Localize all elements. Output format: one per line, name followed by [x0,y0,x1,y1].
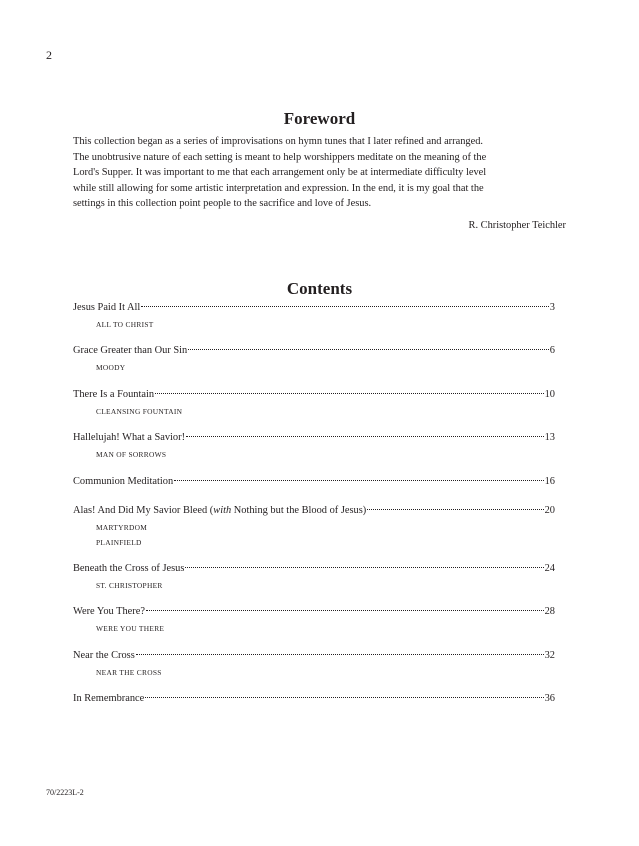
toc-entry-page: 16 [544,476,555,487]
tune-name: PLAINFIELD [96,538,142,547]
foreword-signature: R. Christopher Teichler [468,220,566,231]
leader-dots [141,306,549,307]
tune-name: ST. CHRISTOPHER [96,581,163,590]
toc-entry-title: Were You There? [73,606,145,617]
toc-entry-page: 20 [544,505,555,516]
leader-dots [185,567,543,568]
leader-dots [155,393,544,394]
toc-entry [73,693,555,708]
toc-entry-title: In Remembrance [73,693,145,704]
foreword-line: while still allowing for some artistic interpretation and expression. In the end, it is my goal that the [73,182,484,194]
toc-entry-page: 36 [544,693,555,704]
page-number: 2 [46,48,52,62]
toc-entry-title: Grace Greater than Our Sin [73,345,188,356]
contents-title: Contents [286,279,353,298]
toc-entry [73,432,555,462]
leader-dots [145,697,543,698]
foreword-line: This collection began as a series of improvisations on hymn tunes that I later refined and arranged. [73,136,484,147]
toc-entry-page: 32 [544,650,555,661]
toc-entry [73,476,555,491]
toc-entry [73,650,555,680]
tune-name: MAN OF SORROWS [96,450,167,459]
toc-entry-page: 13 [544,432,555,443]
toc-entry-title: Beneath the Cross of Jesus [73,563,185,574]
leader-dots [174,480,543,481]
tune-name: WERE YOU THERE [96,624,165,633]
toc-entry-page: 24 [544,563,555,574]
tune-name: CLEANSING FOUNTAIN [96,407,183,416]
catalog-number: 70/2223L-2 [46,788,84,797]
toc-entry [73,606,555,636]
toc-entry-page: 28 [544,606,555,617]
foreword-line: Lord's Supper. It was important to me that each arrangement only be at intermediate difficulty level [73,167,487,179]
foreword-title: Foreword [283,109,356,128]
foreword-line: settings in this collection point people to the sacrifice and love of Jesus. [73,198,372,210]
foreword-paragraph [73,134,573,212]
leader-dots [146,610,544,611]
toc-entry-title: Communion Meditation [73,476,174,487]
toc-entry-page: 10 [544,389,555,400]
toc-entry [73,505,555,550]
toc-entry [73,563,555,593]
toc-entry [73,302,555,332]
toc-entry [73,345,555,375]
toc-entry-title: Alas! And Did My Savior Bleed (with Nothing but the Blood of Jesus) [73,505,367,516]
toc-entry [73,389,555,419]
toc-entry-page: 6 [549,345,555,356]
toc-entry-title: Hallelujah! What a Savior! [73,432,186,443]
toc-entry-page: 3 [549,302,555,313]
leader-dots [186,436,544,437]
leader-dots [188,349,549,350]
leader-dots [136,654,544,655]
leader-dots [367,509,543,510]
tune-name: MOODY [96,363,126,372]
tune-name: NEAR THE CROSS [96,668,162,677]
foreword-line: The unobtrusive nature of each setting is meant to help worshippers meditate on the meaning of the [73,151,487,163]
tune-name: MARTYRDOM [96,523,148,532]
tune-name: ALL TO CHRIST [96,320,154,329]
toc-entry-title: Near the Cross [73,650,135,661]
toc-entry-title: Jesus Paid It All [73,302,141,313]
toc-entry-title: There Is a Fountain [73,389,155,400]
